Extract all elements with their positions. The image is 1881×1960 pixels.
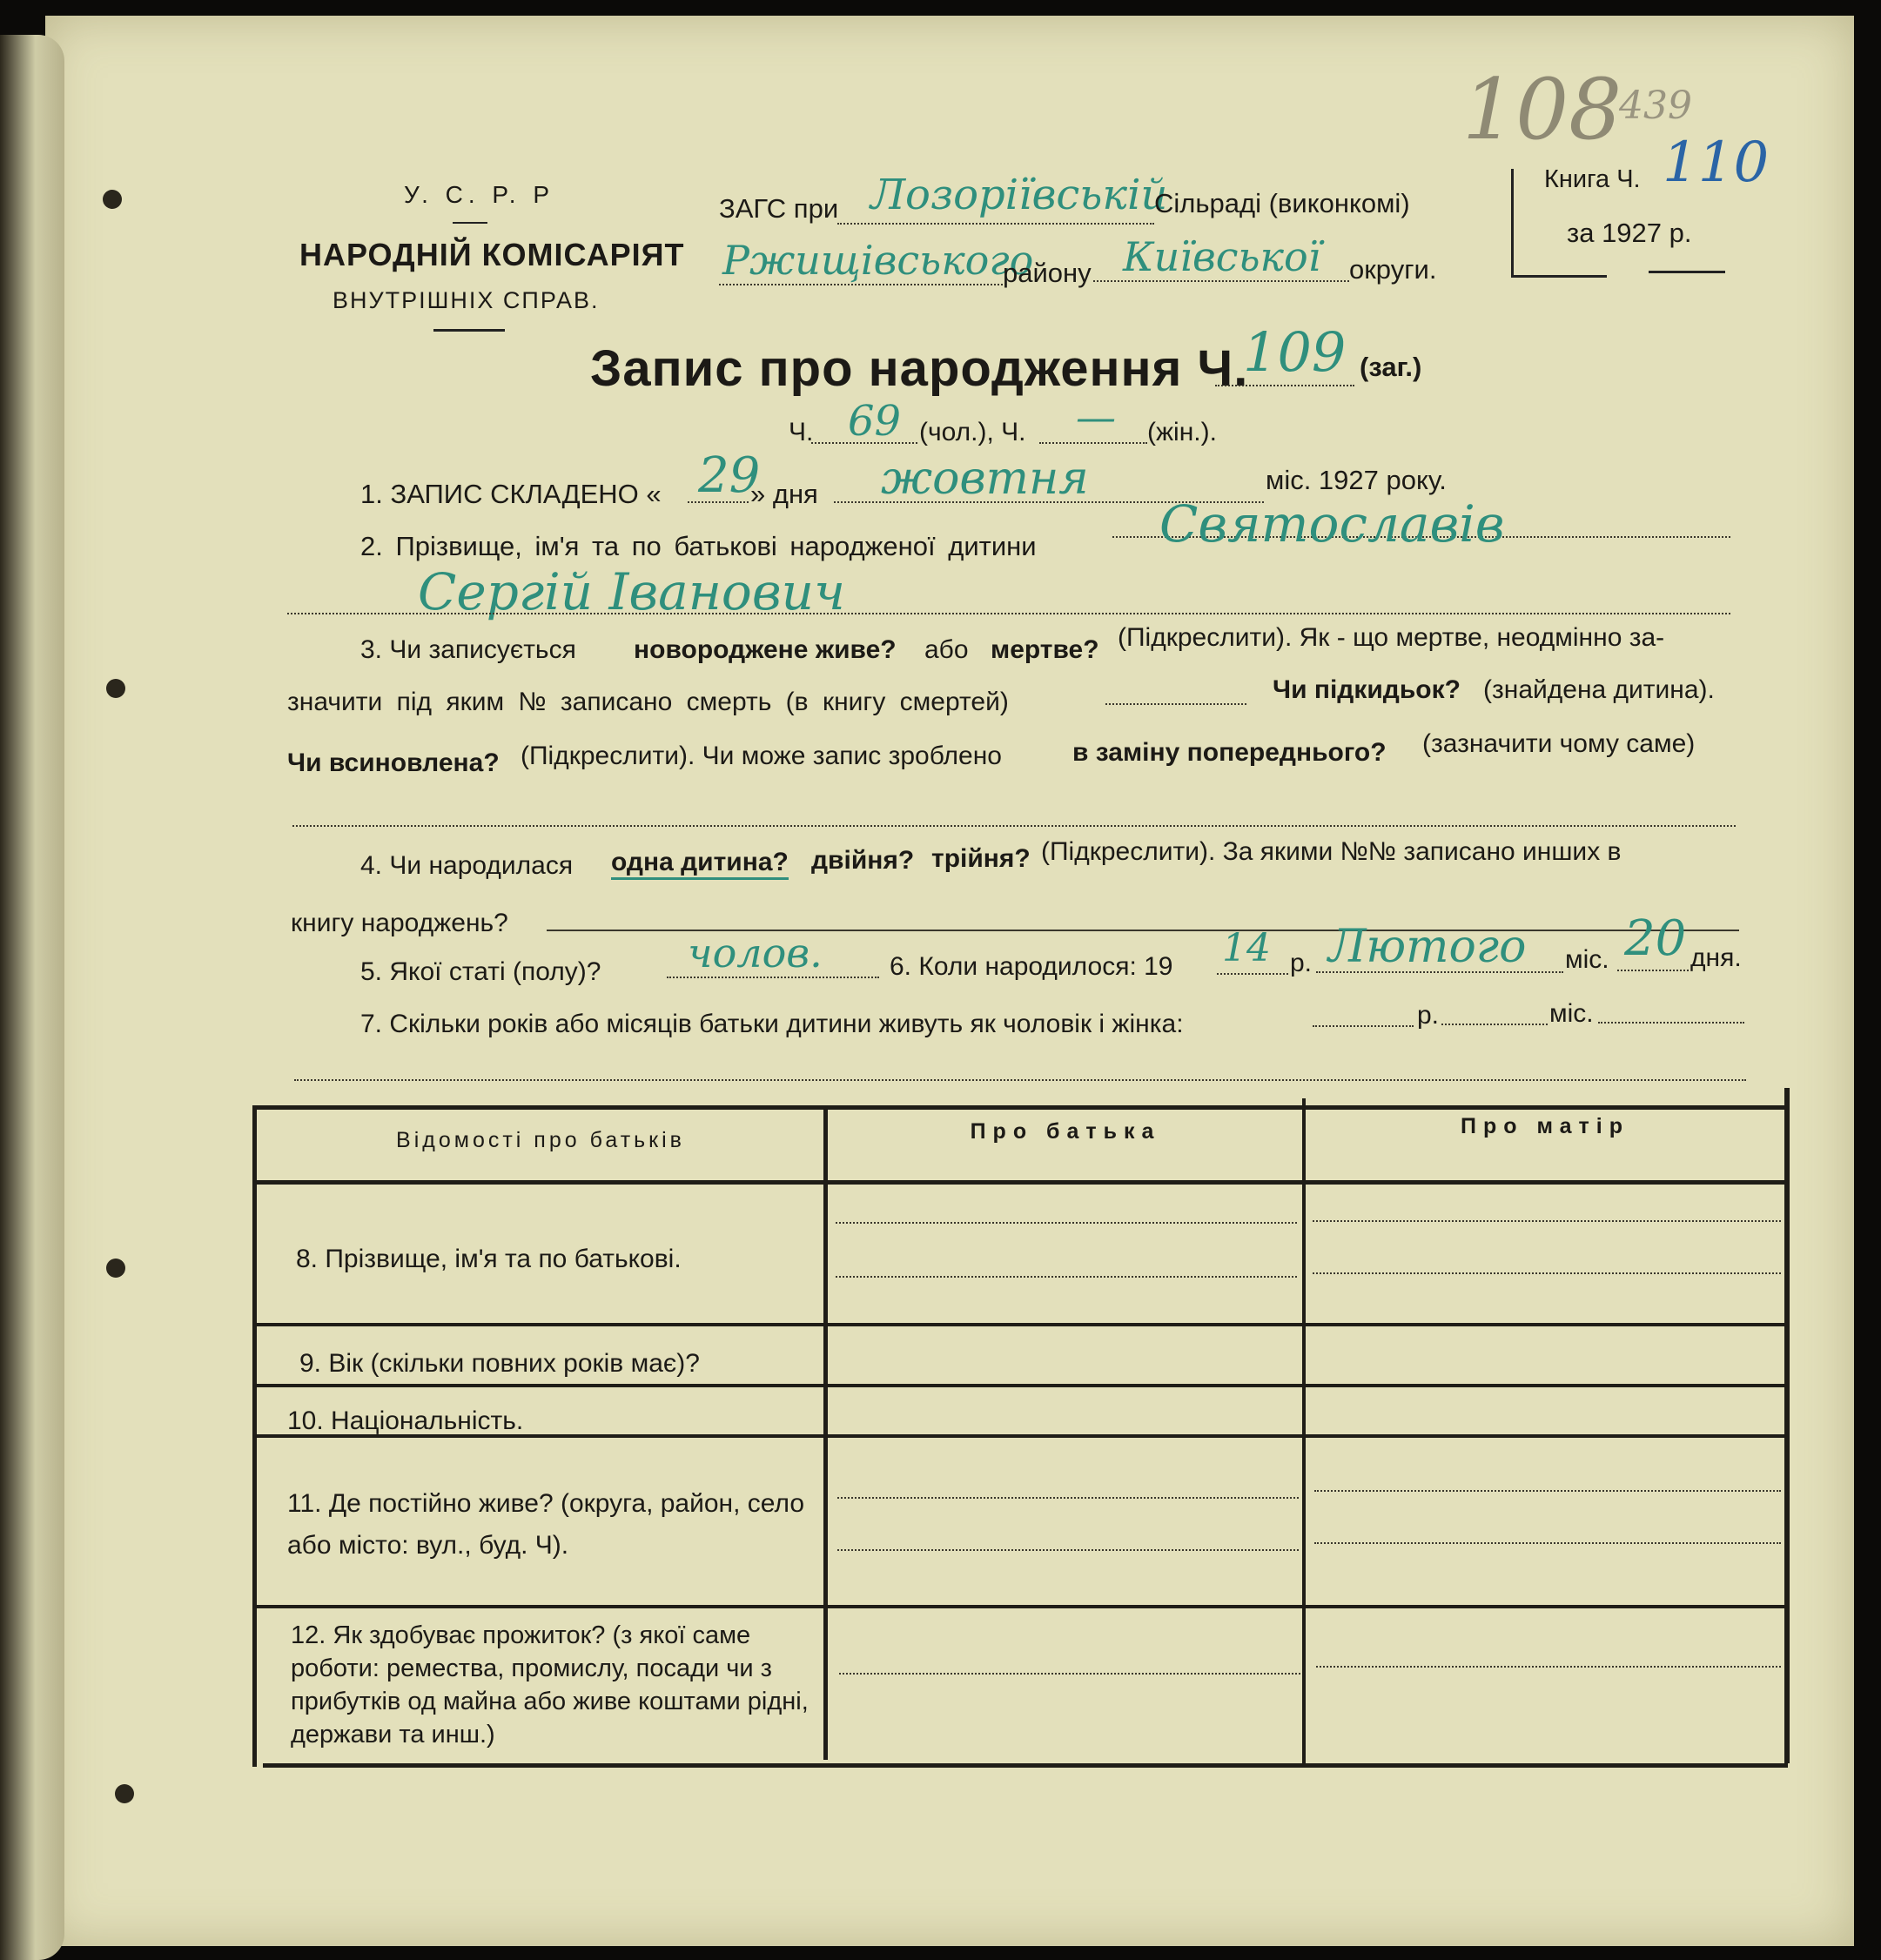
- marriage-rest-line: [1598, 1022, 1744, 1024]
- birth-day-line: [1617, 970, 1689, 971]
- marriage-months-label: міс.: [1549, 999, 1594, 1028]
- birth-day-suffix: дня.: [1690, 943, 1742, 972]
- row-label-livelihood: 12. Як здобуває прожиток? (з якої саме роботи: ремества, промислу, посади чи з прибутків од майна або живе коштами рідні, держави та инш.): [291, 1621, 809, 1749]
- row-border: [254, 1323, 1786, 1326]
- archive-pencil-number: 108: [1462, 61, 1622, 158]
- book-box-bottom: [1511, 275, 1607, 278]
- item1-label: 1. ЗАПИС СКЛАДЕНО «: [360, 479, 662, 509]
- book-number: 110: [1663, 131, 1770, 195]
- okrug-field-line: [1093, 280, 1349, 282]
- item4-line2: книгу народжень?: [291, 909, 508, 937]
- book-binding: [0, 35, 64, 1960]
- header-parents-info: Відомості про батьків: [396, 1128, 685, 1152]
- item4-single-option: одна дитина?: [611, 848, 789, 880]
- writing-line: [1313, 1220, 1781, 1222]
- row-border: [254, 1384, 1786, 1387]
- archive-pencil-extra: 439: [1619, 84, 1692, 128]
- marriage-months-line: [1441, 1024, 1548, 1025]
- commissariat-name: НАРОДНІЙ КОМІСАРІЯТ: [299, 237, 685, 272]
- header-father: Про батька: [970, 1119, 1161, 1144]
- replacement-reason-line: [292, 825, 1736, 827]
- sex-line: [667, 977, 879, 978]
- book-label: Книга Ч.: [1544, 165, 1641, 193]
- item3-line3-end: (зазначити чому саме): [1422, 729, 1696, 758]
- death-record-line: [1105, 703, 1246, 705]
- writing-line: [836, 1222, 1297, 1224]
- column-divider: [823, 1107, 828, 1760]
- item3-line2-end: (знайдена дитина).: [1483, 675, 1715, 704]
- marriage-years-line: [1313, 1025, 1414, 1027]
- birth-year-suffix: р.: [1290, 949, 1313, 977]
- header-mother: Про матір: [1461, 1114, 1629, 1138]
- zags-field-line: [837, 223, 1154, 225]
- item4-triplets-option: трійня?: [931, 844, 1031, 873]
- writing-line: [1314, 1542, 1781, 1544]
- child-sex: чолов.: [688, 930, 823, 977]
- child-given-name: Сергій Іванович: [418, 562, 846, 621]
- row-label-nationality: 10. Національність.: [287, 1406, 524, 1435]
- okrug-value: Київської: [1123, 233, 1321, 280]
- writing-line: [1314, 1490, 1781, 1492]
- item6-label: 6. Коли народилося: 19: [890, 952, 1173, 981]
- birth-month-suffix: міс.: [1565, 945, 1609, 974]
- item4-start: 4. Чи народилася: [360, 851, 574, 880]
- binding-hole: [103, 190, 122, 209]
- item4-twins-option: двійня?: [811, 846, 915, 875]
- writing-line: [1313, 1272, 1781, 1274]
- item3-line1-start: 3. Чи записується: [360, 635, 576, 664]
- birth-year-line: [1217, 973, 1288, 975]
- item1-day: 29: [698, 447, 761, 504]
- item7-label: 7. Скільки років або місяців батьки дитини живуть як чоловік і жінка:: [360, 1010, 1184, 1038]
- divider: [433, 329, 505, 332]
- female-number: —: [1076, 393, 1116, 440]
- district-label: району: [1003, 258, 1092, 288]
- zags-value: Лозоріївській: [870, 171, 1168, 219]
- writing-line: [1316, 1666, 1781, 1668]
- item3-line2-start: значити під яким № записано смерть (в книгу смертей): [287, 688, 1009, 716]
- header-row-border: [254, 1180, 1786, 1185]
- writing-line: [839, 1673, 1300, 1675]
- column-divider: [1302, 1098, 1306, 1763]
- record-number-line: [1215, 385, 1354, 386]
- ministry-name: ВНУТРІШНІХ СПРАВ.: [333, 287, 600, 313]
- item1-day-suffix: » дня: [750, 479, 818, 509]
- table-border-right: [1784, 1088, 1790, 1763]
- row-label-full-name: 8. Прізвище, ім'я та по батькові.: [296, 1245, 682, 1273]
- child-surname: Святославів: [1159, 494, 1505, 554]
- item3-line3-mid: (Підкреслити). Чи може запис зроблено: [521, 742, 1002, 770]
- item3-adopted-option: Чи всиновлена?: [287, 748, 500, 777]
- row-label-age: 9. Вік (скільки повних років має)?: [299, 1349, 700, 1378]
- writing-line: [837, 1549, 1299, 1551]
- item4-end: (Підкреслити). За якими №№ записано инших в: [1041, 837, 1622, 866]
- marriage-years-label: р.: [1417, 1001, 1440, 1030]
- writing-line: [837, 1497, 1299, 1499]
- divider: [453, 222, 487, 224]
- record-title: Запис про народження Ч.: [590, 340, 1249, 397]
- district-field-line: [719, 284, 1003, 285]
- okrug-label: округи.: [1349, 254, 1437, 285]
- item1-month: жовтня: [881, 453, 1089, 505]
- item5-label: 5. Якої статі (полу)?: [360, 957, 601, 986]
- row-label-residence: 11. Де постійно живе? (округа, район, село або місто: вул., буд. Ч).: [287, 1489, 805, 1560]
- book-box-bottom: [1649, 271, 1725, 273]
- male-number: 69: [848, 397, 902, 446]
- district-value: Ржищівського: [722, 237, 1034, 284]
- item3-line1-end: (Підкреслити). Як - що мертве, неодмінно за-: [1118, 623, 1665, 652]
- binding-hole: [115, 1784, 134, 1803]
- writing-line: [836, 1276, 1297, 1278]
- subtitle-prefix: Ч.: [789, 418, 814, 446]
- table-border-top: [252, 1105, 1788, 1110]
- birth-month: Лютого: [1328, 921, 1527, 973]
- item3-foundling-option: Чи підкидьок?: [1273, 675, 1461, 704]
- male-label: (чол.), Ч.: [919, 418, 1026, 446]
- item1-year: міс. 1927 року.: [1266, 465, 1447, 495]
- binding-hole: [106, 1259, 125, 1278]
- item3-replacement-option: в заміну попереднього?: [1072, 738, 1387, 767]
- birth-day: 20: [1624, 910, 1687, 967]
- state-abbrev: У. С. Р. Р: [404, 181, 555, 208]
- book-box-left: [1511, 169, 1514, 277]
- name-line-2: [287, 613, 1730, 614]
- birth-year: 14: [1222, 926, 1271, 970]
- item2-label: 2. Прізвище, ім'я та по батькові народженої дитини: [360, 531, 1037, 561]
- item3-or: або: [924, 635, 969, 664]
- record-number: 109: [1243, 320, 1347, 384]
- female-label: (жін.).: [1147, 418, 1217, 446]
- table-border-bottom: [263, 1763, 1788, 1768]
- book-year: за 1927 р.: [1567, 218, 1692, 248]
- record-suffix: (заг.): [1360, 352, 1422, 382]
- item3-alive-option: новороджене живе?: [634, 635, 897, 664]
- row-border: [254, 1605, 1786, 1608]
- zags-label: ЗАГС при: [719, 193, 839, 224]
- item7-line2: [294, 1079, 1746, 1081]
- binding-hole: [106, 679, 125, 698]
- item3-dead-option: мертве?: [991, 635, 1099, 664]
- council-label: Сільраді (виконкомі): [1154, 188, 1410, 218]
- female-number-line: [1039, 442, 1147, 444]
